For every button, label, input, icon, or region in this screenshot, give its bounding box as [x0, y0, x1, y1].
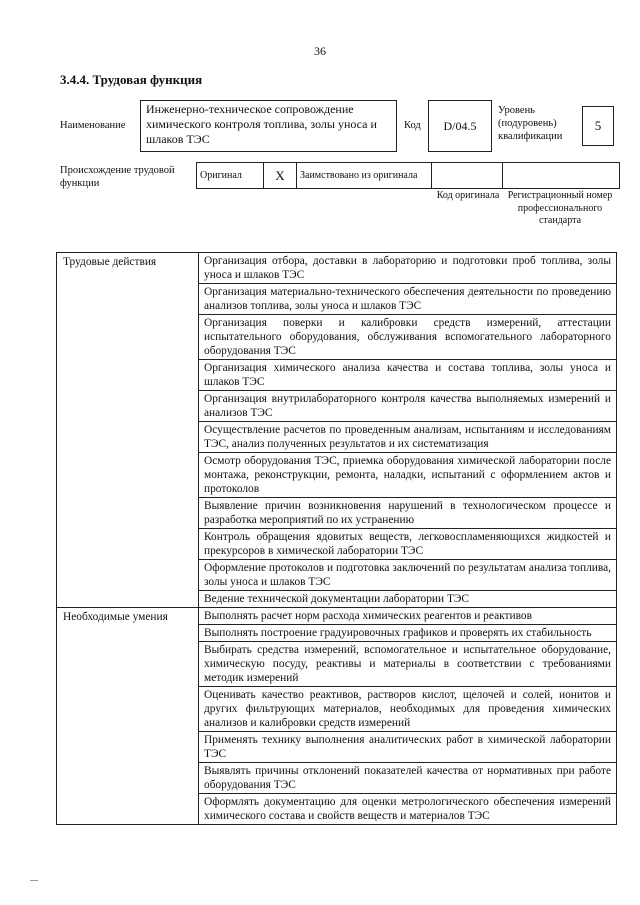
labor-actions-item: Осмотр оборудования ТЭС, приемка оборудования химической лаборатории после монтажа, реконструкции, ремонта, наладки, испытаний с оформлением актов и протоколов — [199, 453, 617, 498]
required-skills-item: Выполнять построение градуировочных графиков и проверять их стабильность — [199, 625, 617, 642]
required-skills-item: Применять технику выполнения аналитических работ в химической лаборатории ТЭС — [199, 732, 617, 763]
registration-number-cell — [503, 163, 620, 189]
required-skills-item: Выбирать средства измерений, вспомогательное и испытательное оборудование, химическую посуду, реактивы и материалы в соответствии с требованиями методик измерений — [199, 642, 617, 687]
original-mark-cell: X — [264, 163, 297, 189]
level-label: Уровень (подуровень) квалификации — [498, 105, 563, 142]
required-skills-item: Выполнять расчет норм расхода химических реагентов и реактивов — [199, 608, 617, 625]
page-number: 36 — [314, 44, 326, 58]
labor-actions-item: Организация химического анализа качества и состава топлива, золы уноса и шлаков ТЭС — [199, 360, 617, 391]
registration-caption: Регистрационный номер профессионального стандарта — [507, 190, 613, 226]
section-title: 3.4.4. Трудовая функция — [60, 72, 203, 87]
original-code-cell — [432, 163, 503, 189]
required-skills-item: Выявлять причины отклонений показателей качества от нормативных при работе оборудования ТЭС — [199, 763, 617, 794]
function-name-box: Инженерно-техническое сопровождение химического контроля топлива, золы уноса и шлаков ТЭС — [140, 100, 397, 152]
table-row — [57, 253, 617, 284]
labor-actions-item: Организация поверки и калибровки средств измерений, аттестации испытательного оборудования, обслуживания вспомогательного лабораторного оборудования ТЭС — [199, 315, 617, 360]
code-caption: Код оригинала — [436, 190, 500, 201]
code-label: Код — [404, 120, 421, 131]
labor-actions-item: Организация внутрилабораторного контроля качества выполняемых измерений и анализов ТЭС — [199, 391, 617, 422]
table-row — [57, 608, 617, 625]
required-skills-label: Необходимые умения — [57, 608, 199, 825]
required-skills-item: Оформлять документацию для оценки метрологического обеспечения измерений химического состава и свойств веществ и материалов ТЭС — [199, 794, 617, 825]
original-label-cell: Оригинал — [197, 163, 264, 189]
origin-table — [196, 162, 620, 189]
labor-actions-item: Осуществление расчетов по проведенным анализам, испытаниям и исследованиям ТЭС, анализ полученных результатов и их систематизация — [199, 422, 617, 453]
labor-actions-item: Контроль обращения ядовитых веществ, легковоспламеняющихся жидкостей и прекурсоров в химической лаборатории ТЭС — [199, 529, 617, 560]
borrowed-label-cell: Заимствовано из оригинала — [297, 163, 432, 189]
footer-mark — [30, 880, 38, 881]
labor-actions-item: Ведение технической документации лаборатории ТЭС — [199, 591, 617, 608]
labor-actions-label: Трудовые действия — [57, 253, 199, 608]
function-code-box: D/04.5 — [428, 100, 492, 152]
required-skills-item: Оценивать качество реактивов, растворов кислот, щелочей и солей, ионитов и других фильтрующих материалов, необходимых для проведения химических анализов и калибровки средств измерений — [199, 687, 617, 732]
labor-function-table — [56, 252, 617, 825]
name-label: Наименование — [60, 120, 126, 131]
labor-actions-item: Организация отбора, доставки в лабораторию и подготовки проб топлива, золы уноса и шлаков ТЭС — [199, 253, 617, 284]
origin-label: Происхождение трудовой функции — [60, 165, 175, 189]
level-value-box: 5 — [582, 106, 614, 146]
labor-actions-item: Выявление причин возникновения нарушений в технологическом процессе и разработка мероприятий по их устранению — [199, 498, 617, 529]
labor-actions-item: Организация материально-технического обеспечения деятельности по проведению анализов топлива, золы уноса и шлаков ТЭС — [199, 284, 617, 315]
labor-actions-item: Оформление протоколов и подготовка заключений по результатам анализа топлива, золы уноса и шлаков ТЭС — [199, 560, 617, 591]
